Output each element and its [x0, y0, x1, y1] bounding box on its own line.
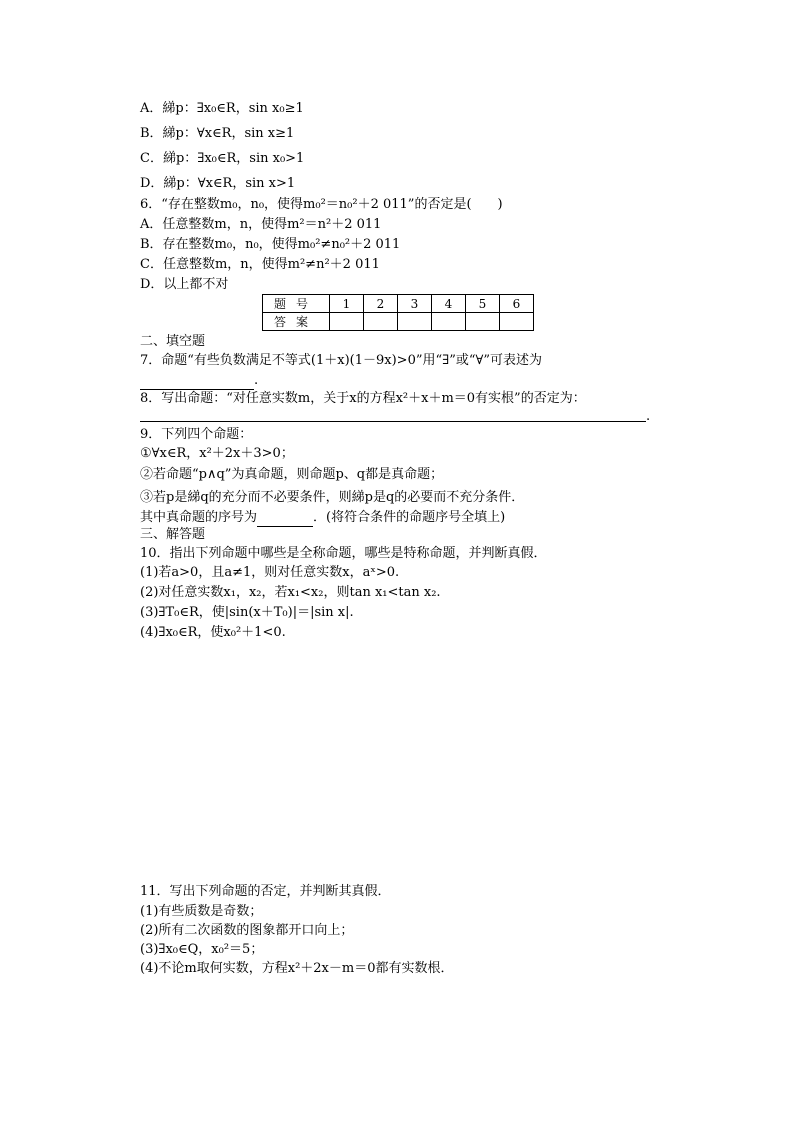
- q6-stem: 6．“存在整数m₀，n₀，使得m₀²＝n₀²＋2 011”的否定是( ): [140, 197, 503, 212]
- answer-table-number: 4: [432, 295, 466, 313]
- q9-answer-blank[interactable]: [257, 512, 313, 527]
- answer-table-number: 2: [364, 295, 398, 313]
- q9-tail: [140, 509, 505, 527]
- answer-table-answer-row: [263, 313, 534, 331]
- answer-cell[interactable]: [466, 313, 500, 331]
- q7-text: 7．命题“有些负数满足不等式(1＋x)(1－9x)>0”用“∃”或“∀”可表述为: [140, 353, 542, 368]
- q8-answer-blank[interactable]: [140, 421, 646, 422]
- q11-item: (4)不论m取何实数，方程x²＋2x－m＝0都有实数根．: [140, 961, 454, 976]
- answer-cell[interactable]: [500, 313, 534, 331]
- answer-cell[interactable]: [364, 313, 398, 331]
- section-2-title: 二、填空题: [140, 334, 206, 349]
- q7-answer-blank[interactable]: [140, 375, 254, 390]
- q5-option-a: A．綈p：∃x₀∈R，sin x₀≥1: [140, 101, 304, 116]
- answer-table-number: 3: [398, 295, 432, 313]
- q11-item: (2)所有二次函数的图象都开口向上；: [140, 923, 354, 938]
- q5-option-b: B．綈p：∀x∈R，sin x≥1: [140, 126, 295, 141]
- q6-option-b: B．存在整数m₀，n₀，使得m₀²≠n₀²＋2 011: [140, 237, 401, 252]
- answer-table-row-label: 答案: [263, 313, 330, 331]
- answer-table-row-label: 题号: [263, 295, 330, 313]
- answer-table: [262, 294, 534, 331]
- section-3-title: 三、解答题: [140, 527, 206, 542]
- q6-option-d: D．以上都不对: [140, 277, 229, 292]
- answer-cell[interactable]: [398, 313, 432, 331]
- q5-option-c: C．綈p：∃x₀∈R，sin x₀>1: [140, 151, 305, 166]
- q10-stem: 10．指出下列命题中哪些是全称命题，哪些是特称命题，并判断真假．: [140, 546, 547, 561]
- q11-item: (3)∃x₀∈Q，x₀²＝5；: [140, 942, 264, 957]
- q10-item: (3)∃T₀∈R，使|sin(x＋T₀)|＝|sin x|.: [140, 605, 354, 620]
- q8-period: .: [646, 409, 651, 424]
- q8-text: 8．写出命题：“对任意实数m，关于x的方程x²＋x＋m＝0有实根”的否定为：: [140, 391, 586, 406]
- q6-option-c: C．任意整数m，n，使得m²≠n²＋2 011: [140, 257, 380, 272]
- q10-item: (4)∃x₀∈R，使x₀²＋1<0.: [140, 625, 286, 640]
- q11-stem: 11．写出下列命题的否定，并判断其真假．: [140, 884, 391, 899]
- q9-item: ①∀x∈R，x²＋2x＋3>0；: [140, 446, 294, 461]
- q6-option-a: A．任意整数m，n，使得m²＝n²＋2 011: [140, 217, 382, 232]
- answer-table-number: 6: [500, 295, 534, 313]
- answer-table-number: 5: [466, 295, 500, 313]
- q11-item: (1)有些质数是奇数；: [140, 904, 263, 919]
- answer-cell[interactable]: [432, 313, 466, 331]
- q9-tail-after: ．(将符合条件的命题序号全填上): [313, 510, 506, 525]
- q9-item: ②若命题“p∧q”为真命题，则命题p、q都是真命题；: [140, 467, 444, 482]
- q9-tail-before: 其中真命题的序号为: [140, 510, 258, 525]
- answer-cell[interactable]: [330, 313, 364, 331]
- q7-period: .: [254, 373, 259, 388]
- q10-item: (1)若a>0，且a≠1，则对任意实数x，aˣ>0.: [140, 565, 400, 580]
- q9-stem: 9．下列四个命题：: [140, 427, 253, 442]
- answer-table-number: 1: [330, 295, 364, 313]
- answer-table-number-row: [263, 295, 534, 313]
- q10-item: (2)对任意实数x₁，x₂，若x₁<x₂，则tan x₁<tan x₂.: [140, 585, 441, 600]
- q7-answer-line: [140, 372, 258, 390]
- q9-item: ③若p是綈q的充分而不必要条件，则綈p是q的必要而不充分条件．: [140, 490, 525, 505]
- q5-option-d: D．綈p：∀x∈R，sin x>1: [140, 176, 296, 191]
